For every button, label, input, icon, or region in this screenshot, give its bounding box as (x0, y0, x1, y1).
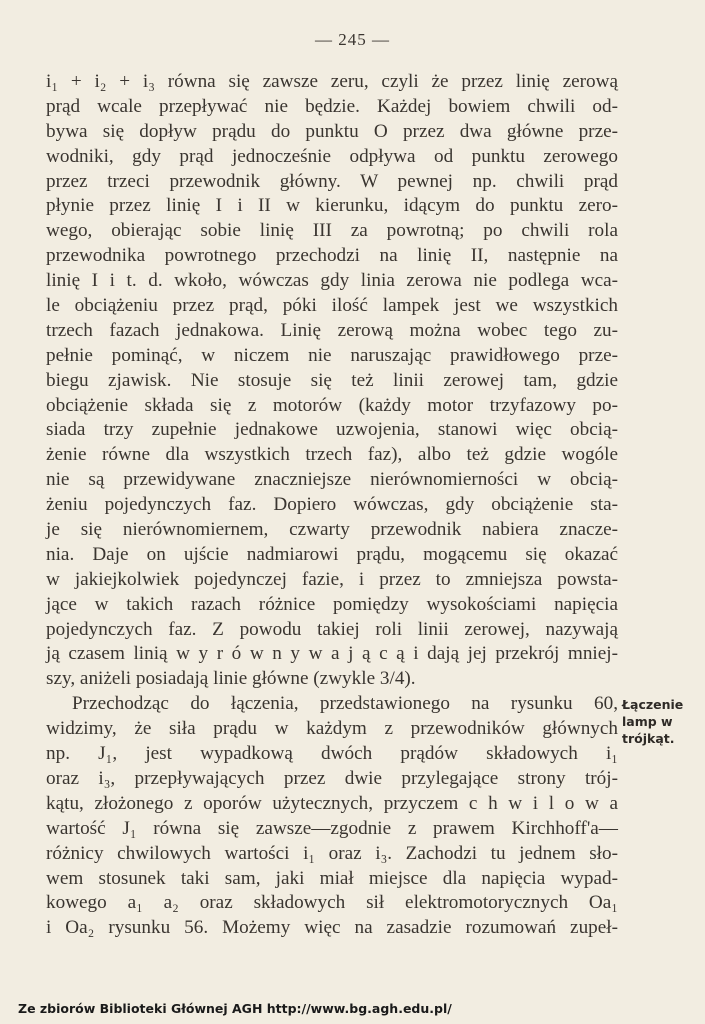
text-line: płynie przez linię I i II w kierunku, idącym do punktu zero- (46, 195, 618, 217)
text-line: widzimy, że siła prądu w każdym z przewodników głównych (46, 718, 618, 740)
text-line: nie są przewidywane znaczniejsze nierównomierności w obcią- (46, 469, 618, 491)
body-text (46, 70, 618, 941)
text-line: wartość J₁ równa się zawsze—zgodnie z prawem Kirchhoff'a— (46, 817, 618, 839)
text-line: ją czasem linią w y r ó w n y w a j ą c ą i dają jej przekrój mniej- (46, 643, 618, 665)
text-line: kątu, złożonego z oporów użytecznych, przyczem c h w i l o w a (46, 792, 618, 814)
text-line: przez trzeci przewodnik główny. W pewnej np. chwili prąd (46, 170, 618, 192)
text-line: i₁ + i₂ + i₃ równa się zawsze zeru, czyli że przez linię zerową (46, 71, 618, 92)
text-line: wem stosunek taki sam, jaki miał miejsce dla napięcia wypad- (46, 867, 618, 889)
text-line: różnicy chwilowych wartości i₁ oraz i₃. Zachodzi tu jednem sło- (46, 842, 618, 864)
text-line: szy, aniżeli posiadają linie główne (zwykle 3/4). (46, 668, 416, 690)
page-number: — 245 — (315, 30, 390, 49)
text-line: np. J₁, jest wypadkową dwóch prądów składowych i₁ (46, 743, 618, 765)
text-line: trzech fazach jednakowa. Linię zerową można wobec tego zu- (46, 319, 618, 341)
text-line: Przechodząc do łączenia, przedstawionego na rysunku 60, (72, 693, 618, 715)
text-line: i Oa₂ rysunku 56. Możemy więc na zasadzie rozumowań zupeł- (46, 917, 618, 939)
text-line: obciążenie składa się z motorów (każdy motor trzyfazowy po- (46, 394, 618, 416)
text-line: wodniki, gdy prąd jednocześnie odpływa od punktu zerowego (46, 145, 618, 167)
text-line: wego, obierając sobie linię III za powrotną; po chwili rola (46, 220, 618, 242)
text-line: le obciążeniu przez prąd, póki ilość lampek jest we wszystkich (46, 295, 618, 317)
text-line: pojedynczych faz. Z powodu takiej roli linii zerowej, nazywają (46, 618, 618, 640)
margin-note (622, 696, 702, 747)
margin-note-line: trójkąt. (622, 731, 675, 746)
text-line: nia. Daje on ujście nadmiarowi prądu, mogącemu się okazać (46, 543, 618, 565)
text-line: bywa się dopływ prądu do punktu O przez dwa główne prze- (46, 120, 618, 142)
text-line: żenie równe dla wszystkich trzech faz), albo też gdzie wogóle (46, 444, 618, 466)
text-line: prąd wcale przepływać nie będzie. Każdej bowiem chwili od- (46, 95, 618, 117)
margin-note-line: Łączenie (622, 697, 684, 712)
text-line: żeniu pojedynczych faz. Dopiero wówczas, gdy obciążenie sta- (46, 494, 618, 516)
library-footer: Ze zbiorów Biblioteki Głównej AGH http://www.bg.agh.edu.pl/ (18, 1001, 452, 1016)
text-line: oraz i₃, przepływających przez dwie przylegające strony trój- (46, 767, 618, 789)
margin-note-line: lamp w (622, 714, 673, 729)
paragraph-1 (46, 70, 618, 692)
paragraph-2 (46, 692, 618, 941)
text-line: w jakiejkolwiek pojedynczej fazie, i przez to zmniejsza powsta- (46, 568, 618, 590)
text-line: jące w takich razach różnice pomiędzy wysokościami napięcia (46, 593, 618, 615)
text-line: przewodnika powrotnego przechodzi na linię II, następnie na (46, 245, 618, 267)
text-line: pełnie pominąć, w niczem nie naruszając prawidłowego prze- (46, 344, 618, 366)
text-line: linię I i t. d. wkoło, wówczas gdy linia zerowa nie podlega wca- (46, 270, 618, 292)
text-line: kowego a₁ a₂ oraz składowych sił elektromotorycznych Oa₁ (46, 892, 618, 914)
text-line: siada trzy zupełnie jednakowe uzwojenia, stanowi więc obcią- (46, 419, 618, 441)
text-line: biegu zjawisk. Nie stosuje się też linii zerowej tam, gdzie (46, 369, 618, 391)
text-line: je się nierównomiernem, czwarty przewodnik nabiera znacze- (46, 519, 618, 541)
